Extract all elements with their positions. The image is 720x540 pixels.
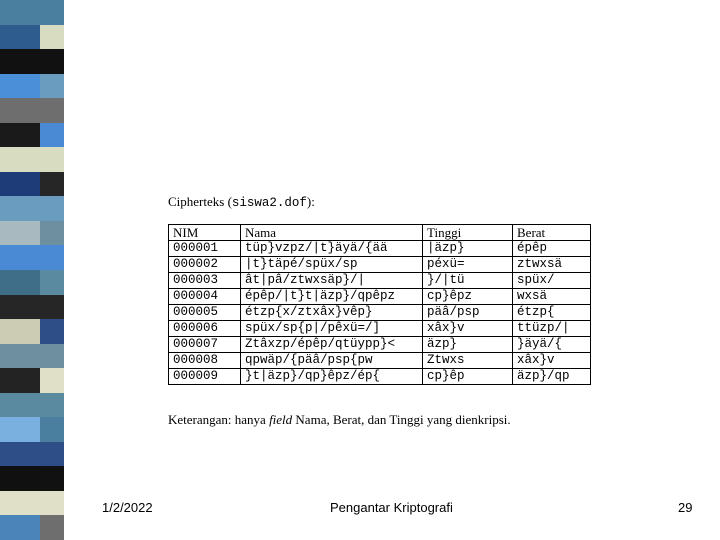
table-cell: |äzp} <box>423 241 513 257</box>
table-cell: |t}täpé/spüx/sp <box>241 257 423 273</box>
stripe-block <box>0 295 64 320</box>
stripe-block <box>40 25 64 50</box>
stripe-block <box>0 270 40 295</box>
table-cell: xâx}v <box>513 353 591 369</box>
stripe-block <box>0 25 40 50</box>
table-row <box>169 321 591 337</box>
table-cell: 000007 <box>169 337 241 353</box>
note-text: Keterangan: hanya field Nama, Berat, dan Tinggi yang dienkripsi. <box>168 412 511 427</box>
table-cell: äzp}/qp <box>513 369 591 385</box>
table-row <box>169 273 591 289</box>
table-cell: tüp}vzpz/|t}äyä/{ää <box>241 241 423 257</box>
table-cell: qpwäp/{päâ/psp{pw <box>241 353 423 369</box>
table-row <box>169 241 591 257</box>
table-cell: xâx}v <box>423 321 513 337</box>
stripe-block <box>0 368 40 393</box>
table-cell: 000002 <box>169 257 241 273</box>
stripe-block <box>0 123 40 148</box>
table-cell: ttüzp/| <box>513 321 591 337</box>
stripe-block <box>0 172 40 197</box>
table-cell: 000009 <box>169 369 241 385</box>
stripe-block <box>40 270 64 295</box>
stripe-block <box>0 466 40 491</box>
stripe-block <box>40 417 64 442</box>
table-row <box>169 337 591 353</box>
table-row <box>169 289 591 305</box>
table-cell: Ztâxzp/épêp/qtüypp}< <box>241 337 423 353</box>
stripe-block <box>40 466 64 491</box>
table-cell: 000001 <box>169 241 241 257</box>
stripe-block <box>0 147 64 172</box>
stripe-block <box>0 0 64 25</box>
table-cell: 000005 <box>169 305 241 321</box>
table-cell: Ztwxs <box>423 353 513 369</box>
table-cell: wxsä <box>513 289 591 305</box>
stripe-block <box>0 49 64 74</box>
table-cell: spüx/ <box>513 273 591 289</box>
stripe-block <box>40 221 64 246</box>
table-caption <box>168 194 315 210</box>
table-cell: 000006 <box>169 321 241 337</box>
table-cell: cp}êpz <box>423 289 513 305</box>
stripe-block <box>0 319 40 344</box>
table-cell: }äyä/{ <box>513 337 591 353</box>
stripe-block <box>40 515 64 540</box>
stripe-block <box>0 221 40 246</box>
stripe-block <box>0 74 40 99</box>
stripe-block <box>40 319 64 344</box>
column-header-berat: Berat <box>513 225 591 241</box>
caption-filename: siswa2.dof <box>231 196 307 210</box>
stripe-block <box>0 491 64 516</box>
table-cell: épêp <box>513 241 591 257</box>
table-cell: étzp{ <box>513 305 591 321</box>
table-cell: 000003 <box>169 273 241 289</box>
decorative-stripe <box>0 0 64 540</box>
column-header-nim: NIM <box>169 225 241 241</box>
table-row <box>169 353 591 369</box>
footer-date: 1/2/2022 <box>102 500 153 515</box>
stripe-block <box>40 74 64 99</box>
table-row <box>169 257 591 273</box>
stripe-block <box>0 417 40 442</box>
stripe-block <box>40 123 64 148</box>
stripe-block <box>0 442 64 467</box>
table-row <box>169 305 591 321</box>
table-row <box>169 369 591 385</box>
table-cell: épêp/|t}t|äzp}/qpêpz <box>241 289 423 305</box>
table-body <box>169 241 591 385</box>
stripe-block <box>40 368 64 393</box>
stripe-block <box>0 196 64 221</box>
table-cell: }/|tü <box>423 273 513 289</box>
table-cell: 000008 <box>169 353 241 369</box>
column-header-nama: Nama <box>241 225 423 241</box>
note-italic-word: field <box>269 412 293 427</box>
stripe-block <box>40 172 64 197</box>
table-cell: ztwxsä <box>513 257 591 273</box>
page-number: 29 <box>678 500 693 515</box>
column-header-tinggi: Tinggi <box>423 225 513 241</box>
ciphertext-table <box>168 224 591 385</box>
caption-prefix: Cipherteks ( <box>168 194 232 209</box>
table-cell: cp}êp <box>423 369 513 385</box>
stripe-block <box>0 98 64 123</box>
stripe-block <box>0 344 64 369</box>
footer-title: Pengantar Kriptografi <box>330 500 453 515</box>
table-cell: }t|äzp}/qp}êpz/ép{ <box>241 369 423 385</box>
table-cell: 000004 <box>169 289 241 305</box>
table-cell: spüx/sp{p|/pêxü=/] <box>241 321 423 337</box>
table-cell: päâ/psp <box>423 305 513 321</box>
stripe-block <box>0 393 64 418</box>
table-cell: péxü= <box>423 257 513 273</box>
table-cell: étzp{x/ztxâx}vêp} <box>241 305 423 321</box>
stripe-block <box>0 245 64 270</box>
table-cell: äzp} <box>423 337 513 353</box>
stripe-block <box>0 515 40 540</box>
table-header-row <box>169 225 591 241</box>
table-cell: ât|pâ/ztwxsäp}/| <box>241 273 423 289</box>
caption-suffix: ): <box>306 194 315 209</box>
